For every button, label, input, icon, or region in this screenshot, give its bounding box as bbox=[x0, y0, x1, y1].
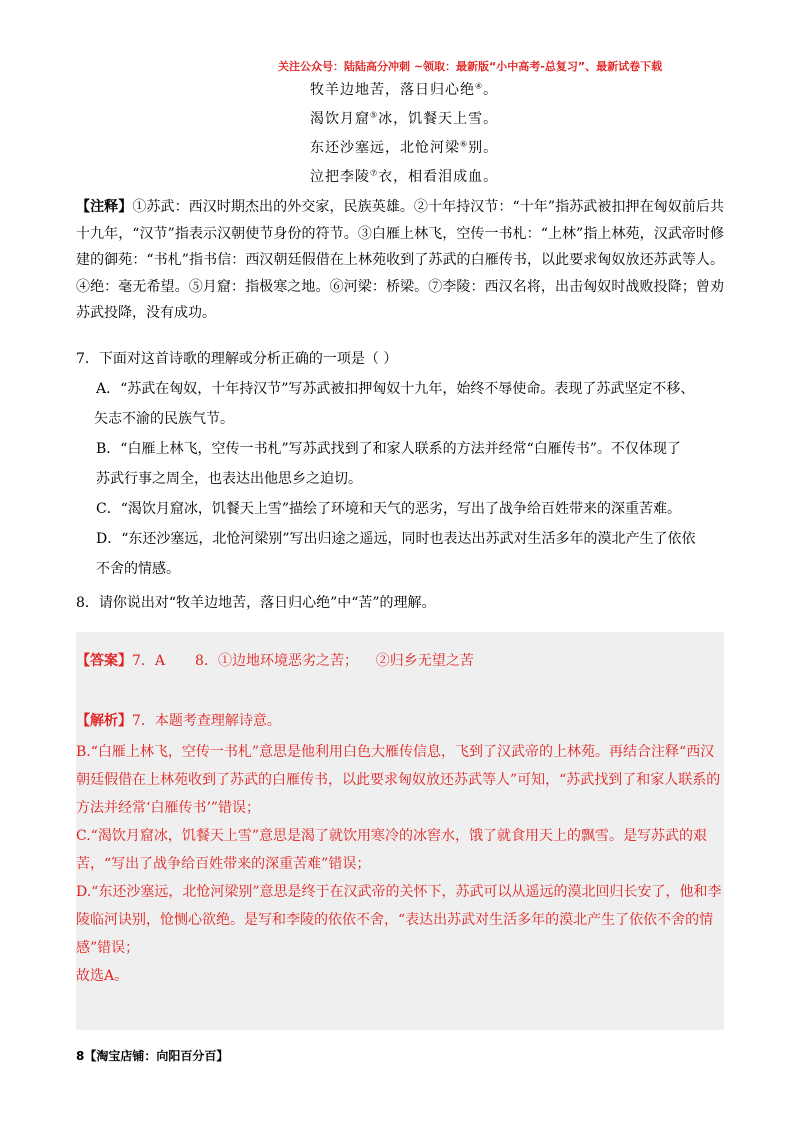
poem-line: 牧羊边地苦，落日归心绝④。 bbox=[310, 81, 499, 98]
notes-label: 【注释】 bbox=[76, 199, 133, 215]
page-header-banner: 关注公众号：陆陆高分冲刺 ~领取：最新版“小中高考-总复习”、最新试卷下载 bbox=[278, 60, 663, 73]
shop-info: 【淘宝店铺：向阳百分百】 bbox=[84, 1049, 229, 1063]
answer-7: 7．A bbox=[132, 653, 166, 669]
poem-line: 渴饮月窟⑤冰，饥餐天上雪。 bbox=[310, 110, 499, 127]
poem-line: 泣把李陵⑦衣，相看泪成血。 bbox=[310, 168, 499, 185]
analysis-heading: 【解析】7．本题考查理解诗意。 bbox=[76, 713, 281, 729]
option-a: A．“苏武在匈奴，十年持汉节”写苏武被扣押匈奴十九年，始终不辱使命。表现了苏武坚定不移、 矢志不渝的民族气节。 bbox=[94, 381, 695, 427]
analysis-conclusion: 故选A。 bbox=[76, 968, 129, 984]
analysis-option-d: D.“东还沙塞远，北怆河梁别”意思是终于在汉武帝的关怀下，苏武可以从遥远的漠北回归长安了，他和李陵临河诀别，怆恻心欲绝。是写和李陵的依依不舍，“表达出苏武对生活多年的漠北产生了依依不舍的情感”错误； bbox=[76, 884, 722, 956]
answer-line bbox=[76, 650, 474, 670]
option-c: C．“渴饮月窟冰，饥餐天上雪”描绘了环境和天气的恶劣，写出了战争给百姓带来的深重苦难。 bbox=[96, 501, 682, 517]
question-8-stem: 8．请你说出对“牧羊边地苦，落日归心绝”中“苦”的理解。 bbox=[76, 595, 436, 611]
notes-text: ①苏武：西汉时期杰出的外交家，民族英雄。②十年持汉节：“十年”指苏武被扣押在匈奴前后共十九年，“汉节”指表示汉朝使节身份的符节。③白雁上林飞，空传一书札：“上林”指上林苑，汉武帝时修建的御苑：“书札”指书信：西汉朝廷假借在上林苑收到了苏武的白雁传书，以此要求匈奴放还苏武等人。④绝：毫无希望。⑤月窟：指极寒之地。⑥河梁：桥梁。⑦李陵：西汉名将，出击匈奴时战败投降；曾劝苏武投降，没有成功。 bbox=[76, 199, 725, 321]
notes-paragraph bbox=[76, 194, 724, 327]
option-b: B．“白雁上林飞，空传一书札”写苏武找到了和家人联系的方法并经常“白雁传书”。不仅体现了 苏武行事之周全，也表达出他思乡之迫切。 bbox=[96, 441, 681, 487]
analysis-body bbox=[76, 738, 724, 990]
question-7-stem: 7．下面对这首诗歌的理解或分析正确的一项是（ ） bbox=[76, 351, 398, 367]
page-number: 8 bbox=[76, 1049, 85, 1063]
analysis-option-b: B.“白雁上林飞，空传一书札”意思是他利用白色大雁传信息，飞到了汉武帝的上林苑。再结合注释“西汉朝廷假借在上林苑收到了苏武的白雁传书，以此要求匈奴放还苏武等人”可知，“苏武找到了和家人联系的方法并经常‘白雁传书’”错误； bbox=[76, 744, 721, 816]
analysis-label: 【解析】 bbox=[76, 713, 132, 729]
answer-label: 【答案】 bbox=[76, 653, 132, 669]
poem-line: 东还沙塞远，北怆河梁⑥别。 bbox=[310, 139, 499, 156]
analysis-option-c: C.“渴饮月窟冰，饥餐天上雪”意思是渴了就饮用寒冷的冰窖水，饿了就食用天上的飘雪。是写苏武的艰苦，“写出了战争给百姓带来的深重苦难”错误； bbox=[76, 828, 707, 872]
answer-8: 8．①边地环境恶劣之苦； ②归乡无望之苦 bbox=[195, 653, 474, 669]
option-d: D．“东还沙塞远，北怆河梁别”写出归途之遥远，同时也表达出苏武对生活多年的漠北产生了依依 不舍的情感。 bbox=[96, 531, 696, 577]
footer bbox=[76, 1047, 228, 1064]
